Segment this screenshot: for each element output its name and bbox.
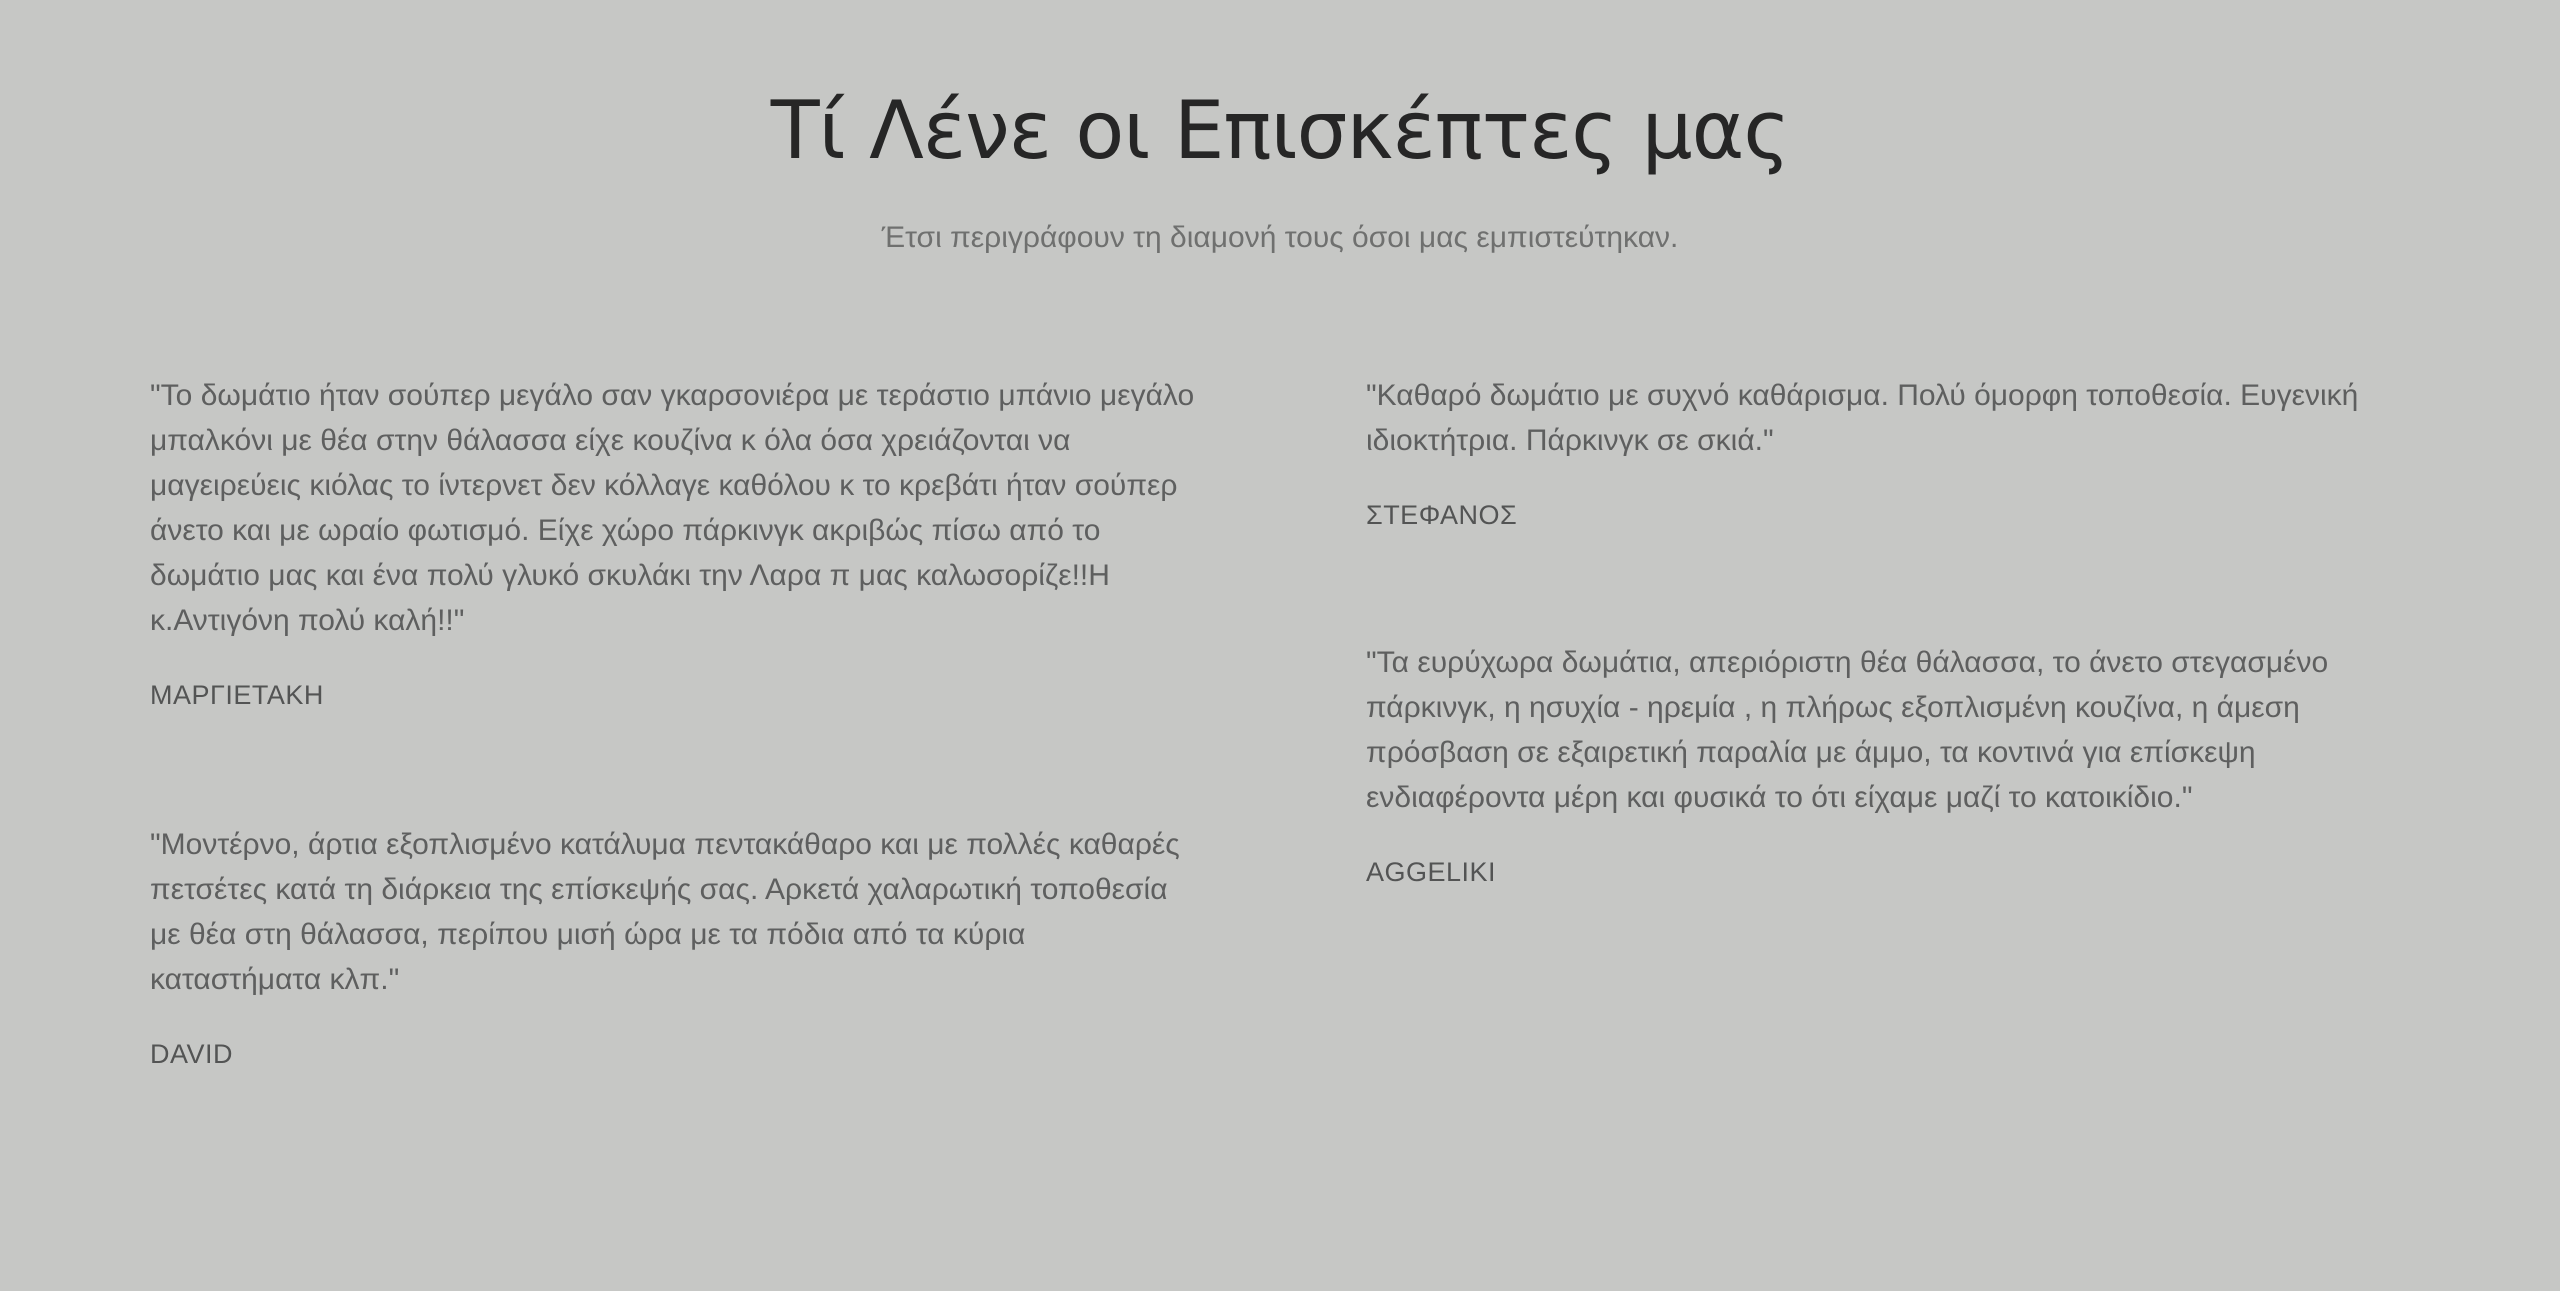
testimonial-card (1366, 373, 2426, 533)
testimonial-card (1366, 640, 2426, 890)
testimonial-quote: "Το δωμάτιο ήταν σούπερ μεγάλο σαν γκαρσονιέρα με τεράστιο μπάνιο μεγάλο μπαλκόνι με θέα στην θάλασσα είχε κουζίνα κ όλα όσα χρειάζονται να μαγειρεύεις κιόλας το ίντερνετ δεν κόλλαγε καθόλου κ το κρεβάτι ήταν σούπερ άνετο και με ωραίο φωτισμό. Είχε χώρο πάρκινγκ ακριβώς πίσω από το δωμάτιο μας και ένα πολύ γλυκό σκυλάκι την Λαρα π μας καλωσορίζε!!Η κ.Αντιγόνη πολύ καλή!!" (150, 379, 1195, 637)
testimonial-author: DAVID (150, 1039, 234, 1069)
testimonial-card (150, 822, 1200, 1072)
testimonial-author: ΣΤΕΦΑΝΟΣ (1366, 500, 1518, 530)
page-subtitle: Έτσι περιγράφουν τη διαμονή τους όσοι μας εμπιστεύτηκαν. (881, 221, 1679, 254)
testimonial-quote: "Μοντέρνο, άρτια εξοπλισμένο κατάλυμα πεντακάθαρο και με πολλές καθαρές πετσέτες κατά τη διάρκεια της επίσκεψής σας. Αρκετά χαλαρωτική τοποθεσία με θέα στη θάλασσα, περίπου μισή ώρα με τα πόδια από τα κύρια καταστήματα κλπ." (150, 828, 1180, 996)
testimonial-card (150, 373, 1200, 713)
page-title: Τί Λένε οι Επισκέπτες μας (770, 84, 1790, 177)
testimonial-author: ΜΑΡΓΙΕΤΑΚΗ (150, 680, 324, 710)
testimonial-author: AGGELIKI (1366, 857, 1497, 887)
testimonial-quote: "Καθαρό δωμάτιο με συχνό καθάρισμα. Πολύ όμορφη τοποθεσία. Ευγενική ιδιοκτήτρια. Πάρκινγκ σε σκιά." (1366, 379, 2359, 457)
testimonial-quote: "Τα ευρύχωρα δωμάτια, απεριόριστη θέα θάλασσα, το άνετο στεγασμένο πάρκινγκ, η ησυχία - ηρεμία , η πλήρως εξοπλισμένη κουζίνα, η άμεση πρόσβαση σε εξαιρετική παραλία με άμμο, τα κοντινά για επίσκεψη ενδιαφέροντα μέρη και φυσικά το ότι είχαμε μαζί το κατοικίδιο." (1366, 646, 2329, 814)
